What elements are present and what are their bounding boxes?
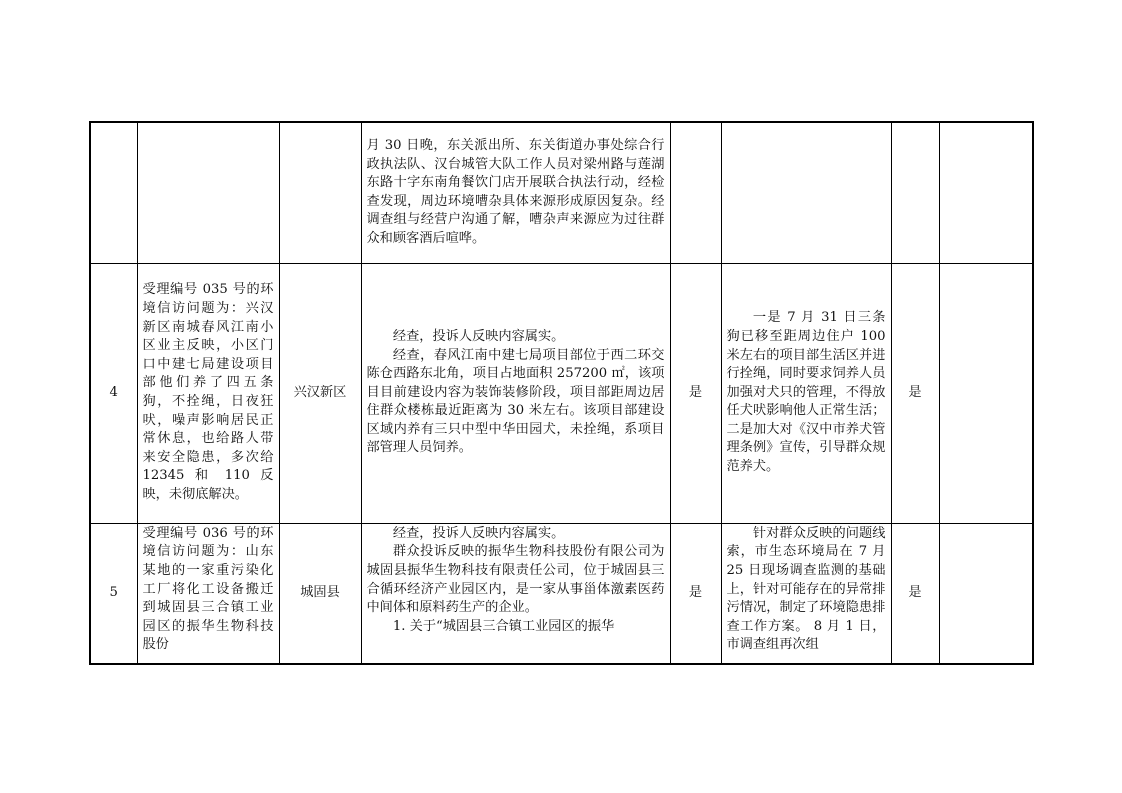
findings-paragraph: 1. 关于“城固县三合镇工业园区的振华 bbox=[392, 618, 615, 634]
issue-cell bbox=[137, 122, 279, 263]
row-index: 4 bbox=[90, 263, 137, 523]
table-row bbox=[90, 122, 1033, 263]
findings-paragraph: 群众投诉反映的振华生物科技股份有限公司为城固县振华生物科技有限责任公司，位于城固县三合循环经济产业园区内，是一家从事甾体激素医药中间体和原料药生产的企业。 bbox=[366, 544, 665, 616]
measures-text: 针对群众反映的问题线索，市生态环境局在 7 月 25 日现场调查监测的基础上，针对可能存在的异常排污情况，制定了环境隐患排查工作方案。 8 月 1 日，市调查组再次组 bbox=[726, 525, 886, 653]
findings-paragraph: 经查，春风江南中建七局项目部位于西二环交陈仓西路东北角，项目占地面积 257200 ㎡，该项目目前建设内容为装饰装修阶段，项目部距周边居住群众楼栋最近距离为 30 米左右。该项目部建设区域内养有三只中型中华田园犬，未拴绳，系项目部管理人员饲养。 bbox=[366, 347, 665, 456]
row-index: 5 bbox=[90, 523, 137, 664]
findings-paragraph: 月 30 日晚，东关派出所、东关街道办事处综合行政执法队、汉台城管大队工作人员对梁州路与莲湖东路十字东南角餐饮门店开展联合执法行动，经检查发现，周边环境嘈杂具体来源形成原因复杂。经调查组与经营户沟通了解，嘈杂声来源应为过往群众和顾客酒后喧哗。 bbox=[366, 137, 665, 246]
findings-cell bbox=[361, 122, 670, 263]
table-row bbox=[90, 523, 1033, 664]
findings-cell bbox=[361, 523, 670, 664]
remark-cell bbox=[939, 263, 1033, 523]
measures-cell bbox=[721, 122, 891, 263]
resolved-cell bbox=[891, 122, 939, 263]
remark-cell bbox=[939, 523, 1033, 664]
is-true-cell: 是 bbox=[670, 523, 721, 664]
district-cell: 兴汉新区 bbox=[279, 263, 361, 523]
row-index bbox=[90, 122, 137, 263]
district-cell bbox=[279, 122, 361, 263]
table-row bbox=[90, 263, 1033, 523]
remark-cell bbox=[939, 122, 1033, 263]
is-true-cell bbox=[670, 122, 721, 263]
findings-paragraph: 经查，投诉人反映内容属实。 bbox=[392, 328, 565, 344]
resolved-cell: 是 bbox=[891, 263, 939, 523]
issue-cell: 受理编号 035 号的环境信访问题为：兴汉新区南城春风江南小区业主反映，小区门口中建七局建设项目部他们养了四五条狗，不拴绳，日夜狂吠，噪声影响居民正常休息，也给路人带来安全隐患，多次给 12345 和 110 反映，未彻底解决。 bbox=[137, 263, 279, 523]
is-true-cell: 是 bbox=[670, 263, 721, 523]
measures-cell bbox=[721, 523, 891, 664]
issue-cell bbox=[137, 523, 279, 664]
issue-text: 受理编号 036 号的环境信访问题为：山东某地的一家重污染化工厂将化工设备搬迁到城固县三合镇工业园区的振华生物科技股份 bbox=[142, 525, 274, 653]
findings-cell bbox=[361, 263, 670, 523]
district-cell: 城固县 bbox=[279, 523, 361, 664]
findings-clip bbox=[367, 525, 665, 662]
resolved-cell: 是 bbox=[891, 523, 939, 664]
findings-paragraph: 经查，投诉人反映内容属实。 bbox=[392, 525, 565, 541]
measures-cell: 一是 7 月 31 日三条狗已移至距周边住户 100 米左右的项目部生活区并进行拴绳，同时要求饲养人员加强对犬只的管理，不得放任犬吠影响他人正常生活；二是加大对《汉中市养犬管理条例》宣传，引导群众规范养犬。 bbox=[721, 263, 891, 523]
complaint-table bbox=[89, 121, 1034, 665]
